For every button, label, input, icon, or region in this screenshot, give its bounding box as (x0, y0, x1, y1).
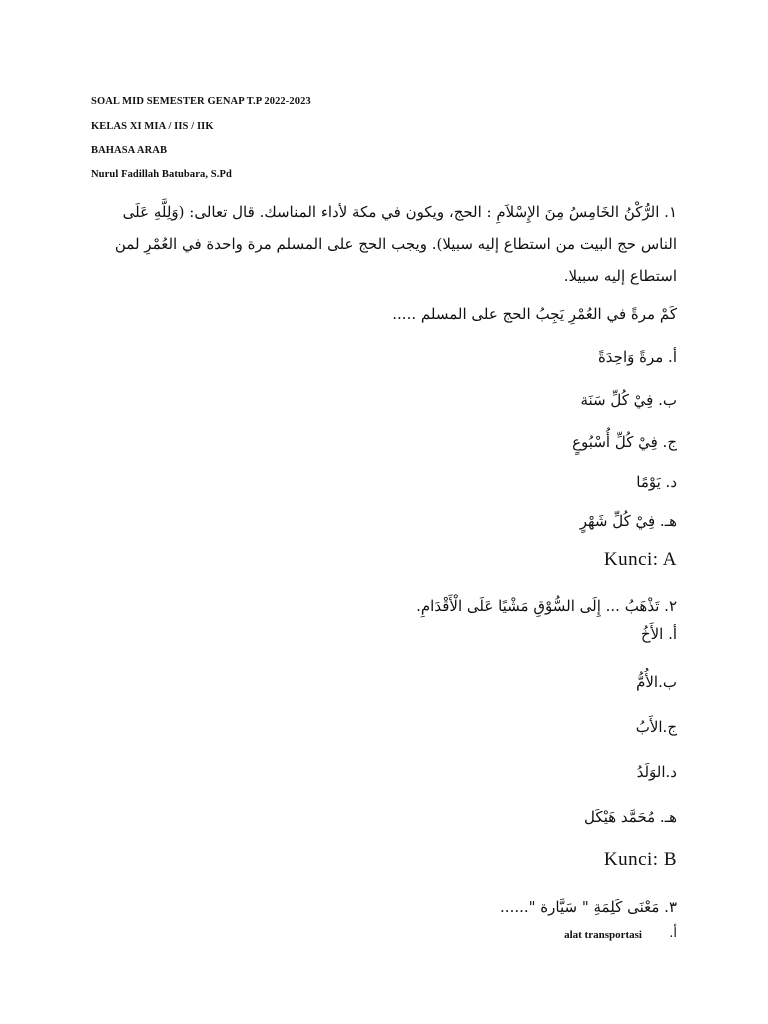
q1-option-b: ب. فِيْ كُلِّ سَنَة (580, 391, 677, 409)
q3-option-a-letter: أ. (669, 926, 677, 941)
q1-question: كَمْ مرةً في العُمْرِ يَجِبُ الحج على المسلم ..... (392, 305, 677, 323)
q1-answer-key: Kunci: A (603, 549, 677, 570)
q2-answer-key: Kunci: B (603, 849, 677, 870)
subject-label: BAHASA ARAB (91, 145, 168, 156)
q1-option-c: ج. فِيْ كُلِّ أُسْبُوعٍ (572, 433, 677, 451)
teacher-name: Nurul Fadillah Batubara, S.Pd (91, 169, 232, 180)
q1-option-a: أ. مرةً وَاحِدَةً (597, 348, 677, 366)
q2-option-b: ب.الأُمُّ (636, 673, 677, 691)
exam-title: SOAL MID SEMESTER GENAP T.P 2022-2023 (91, 96, 311, 107)
q2-option-c: ج.الأَبُ (635, 718, 677, 736)
class-label: KELAS XI MIA / IIS / IIK (91, 121, 214, 132)
q3-option-a-text: alat transportasi (564, 929, 642, 941)
q1-option-d: د. يَوْمًا (636, 473, 677, 491)
q2-option-a: أ. الأَخُ (640, 625, 677, 643)
q3-question: ٣. مَعْنَى كَلِمَةِ " سَيَّارة "...... (500, 898, 677, 916)
q2-question: ٢. تَذْهَبُ ... إِلَى السُّوْقِ مَشْيًا عَلَى الْأَقْدَامِ. (416, 597, 677, 615)
q1-passage: ١. الرُّكْنُ الخَامِسُ مِنَ الإِسْلاَمِ : الحج، ويكون في مكة لأداء المناسك. قال تعالى: (وَلِلَّهِ عَلَى الناس حج البيت من استطاع إليه سبيلا). ويجب الحج على المسلم مرة واحدة في العُمْرِ لمن استطاع إليه سبيلا. (114, 203, 677, 285)
q2-option-d: د.الوَلَدُ (636, 763, 677, 781)
q1-option-e: هـ. فِيْ كُلِّ شَهْرٍ (579, 512, 677, 530)
q2-option-e: هـ. مُحَمَّد هَيْكَل (584, 808, 677, 826)
